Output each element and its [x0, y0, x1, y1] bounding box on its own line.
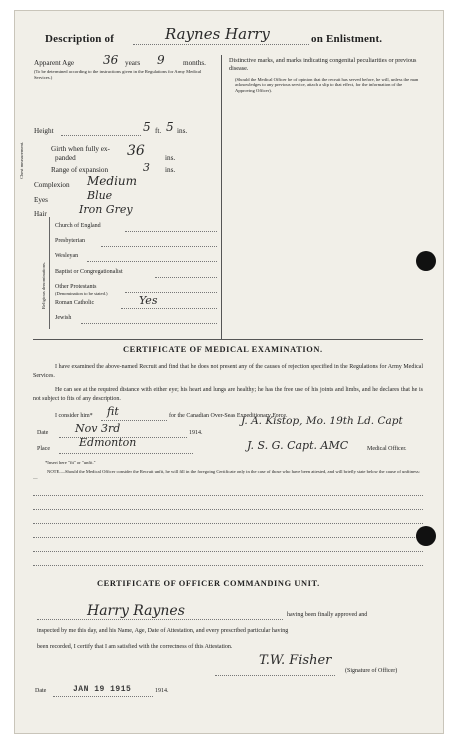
name-line: [133, 44, 309, 45]
footnote: *Insert here "fit" or "unfit.": [45, 460, 96, 465]
religion-line: [125, 231, 217, 232]
commanding-line-3: been recorded, I certify that I am satisfied with the correctness of this Attestation.: [37, 644, 233, 650]
commanding-date-stamp: JAN 19 1915: [73, 685, 132, 694]
hair-label: Hair: [34, 210, 47, 218]
commanding-date-year: 1914.: [155, 688, 169, 694]
eyes-label: Eyes: [34, 196, 48, 204]
religion-line: [81, 323, 217, 324]
unfit-line-1: [33, 495, 423, 496]
commanding-line-1-suffix: having been finally approved and: [287, 612, 368, 618]
religion-line: [87, 261, 217, 262]
eyes-value: Blue: [87, 189, 113, 202]
medical-officer-label: Medical Officer.: [367, 446, 407, 452]
unfit-line-4: [33, 537, 423, 538]
unfit-line-3: [33, 523, 423, 524]
medical-para-1: I have examined the above-named Recruit and find that he does not present any of the causes of rejection specified in the Regulations for Army Medical Services.: [33, 364, 423, 379]
girth-label-1: Girth when fully ex-: [51, 145, 110, 153]
range-value: 3: [143, 161, 150, 174]
signature-2: J. S. G. Capt. AMC: [247, 439, 349, 452]
title-right: on Enlistment.: [311, 33, 383, 45]
religion-denomination-note: (Denomination to be stated.): [55, 291, 108, 296]
months-label: months.: [183, 59, 206, 67]
religion-line: [155, 277, 217, 278]
religion-baptist: Baptist or Congregationalist: [55, 269, 123, 275]
unfit-line-2: [33, 509, 423, 510]
signature-1: J. A. Kistop, Mo. 19th Ld. Capt: [241, 415, 403, 427]
unfit-line-5: [33, 551, 423, 552]
commanding-signature-value: T.W. Fisher: [259, 653, 332, 668]
title-left: Description of: [45, 33, 115, 45]
medical-certificate-title: CERTIFICATE OF MEDICAL EXAMINATION.: [123, 345, 323, 354]
medical-para-2: He can see at the required distance with either eye; his heart and lungs are healthy; he has the free use of his joints and limbs, and he declares that he is not subject to fits of any description.: [33, 387, 423, 402]
commanding-signature-line: [215, 675, 335, 676]
chest-side-label: Chest measurement.: [19, 141, 24, 179]
place-value: Edmonton: [79, 436, 137, 449]
commanding-line-2: inspected by me this day, and his Name, Age, Date of Attestation, and every prescribed particular having: [37, 628, 289, 634]
religion-side-label: Religious denominations.: [41, 262, 46, 309]
height-line: [61, 135, 141, 136]
consider-line: [101, 420, 167, 421]
age-note: (To be determined according to the instructions given in the Regulations for Army Medical Services.): [34, 69, 202, 80]
signature-of-officer-label: (Signature of Officer): [345, 668, 398, 674]
date-label: Date: [37, 430, 49, 436]
ft-label: ft.: [155, 127, 162, 135]
ins-label: ins.: [177, 127, 188, 135]
religion-box-line: [49, 217, 50, 329]
hair-value: Iron Grey: [79, 203, 133, 216]
column-divider: [221, 55, 222, 339]
apparent-age-label: Apparent Age: [34, 59, 75, 67]
consider-value: fit: [107, 405, 119, 418]
height-label: Height: [34, 127, 54, 135]
years-label: years: [125, 59, 141, 67]
commanding-name-value: Harry Raynes: [87, 603, 185, 619]
height-inches-value: 5: [166, 120, 174, 134]
age-months-value: 9: [157, 53, 165, 67]
punch-hole-bottom: [416, 526, 436, 546]
recruit-name-handwritten: Raynes Harry: [165, 25, 270, 43]
religion-other-protestants: Other Protestants: [55, 284, 97, 290]
girth-unit: ins.: [165, 154, 176, 162]
religion-line: [125, 292, 217, 293]
attestation-page: [14, 10, 444, 734]
girth-value: 36: [127, 143, 145, 159]
religion-church-of-england: Church of England: [55, 223, 101, 229]
commanding-date-label: Date: [35, 688, 47, 694]
date-value: Nov 3rd: [75, 422, 121, 435]
girth-label-2: panded: [55, 154, 76, 162]
distinctive-marks-note: (Should the Medical Officer be of opinion that the recruit has served before, he will, unless the man acknowledges to any previous service, attach a slip to that effect, for the information of the Approving Officer).: [235, 77, 419, 93]
section-divider: [33, 339, 423, 340]
religion-roman-catholic: Roman Catholic: [55, 300, 95, 306]
roman-catholic-value: Yes: [139, 294, 158, 307]
religion-line: [121, 308, 217, 309]
religion-line: [101, 246, 217, 247]
distinctive-marks-title: Distinctive marks, and marks indicating congenital peculiarities or previous disease.: [229, 57, 417, 72]
religion-wesleyan: Wesleyan: [55, 253, 79, 259]
complexion-value: Medium: [87, 174, 138, 188]
religion-presbyterian: Presbyterian: [55, 238, 85, 244]
commanding-name-line: [37, 619, 283, 620]
punch-hole-top: [416, 251, 436, 271]
age-years-value: 36: [103, 53, 119, 67]
commanding-date-line: [53, 696, 153, 697]
height-feet-value: 5: [143, 120, 151, 134]
date-year: 1914.: [189, 430, 203, 436]
complexion-label: Complexion: [34, 181, 70, 189]
consider-label: I consider him*: [55, 413, 93, 419]
unfit-note: NOTE.—Should the Medical Officer consider the Recruit unfit, he will fill in the foregoing Certificate only in the case of those who have been attested, and will briefly state below the cause of unfitness:—: [33, 469, 420, 480]
place-label: Place: [37, 446, 50, 452]
religion-jewish: Jewish: [55, 315, 72, 321]
commanding-certificate-title: CERTIFICATE OF OFFICER COMMANDING UNIT.: [97, 579, 320, 588]
place-line: [59, 453, 193, 454]
range-unit: ins.: [165, 166, 176, 174]
unfit-line-6: [33, 565, 423, 566]
for-label: for the Canadian Over-Seas Expeditionary Force.: [169, 413, 288, 419]
range-label: Range of expansion: [51, 166, 109, 174]
